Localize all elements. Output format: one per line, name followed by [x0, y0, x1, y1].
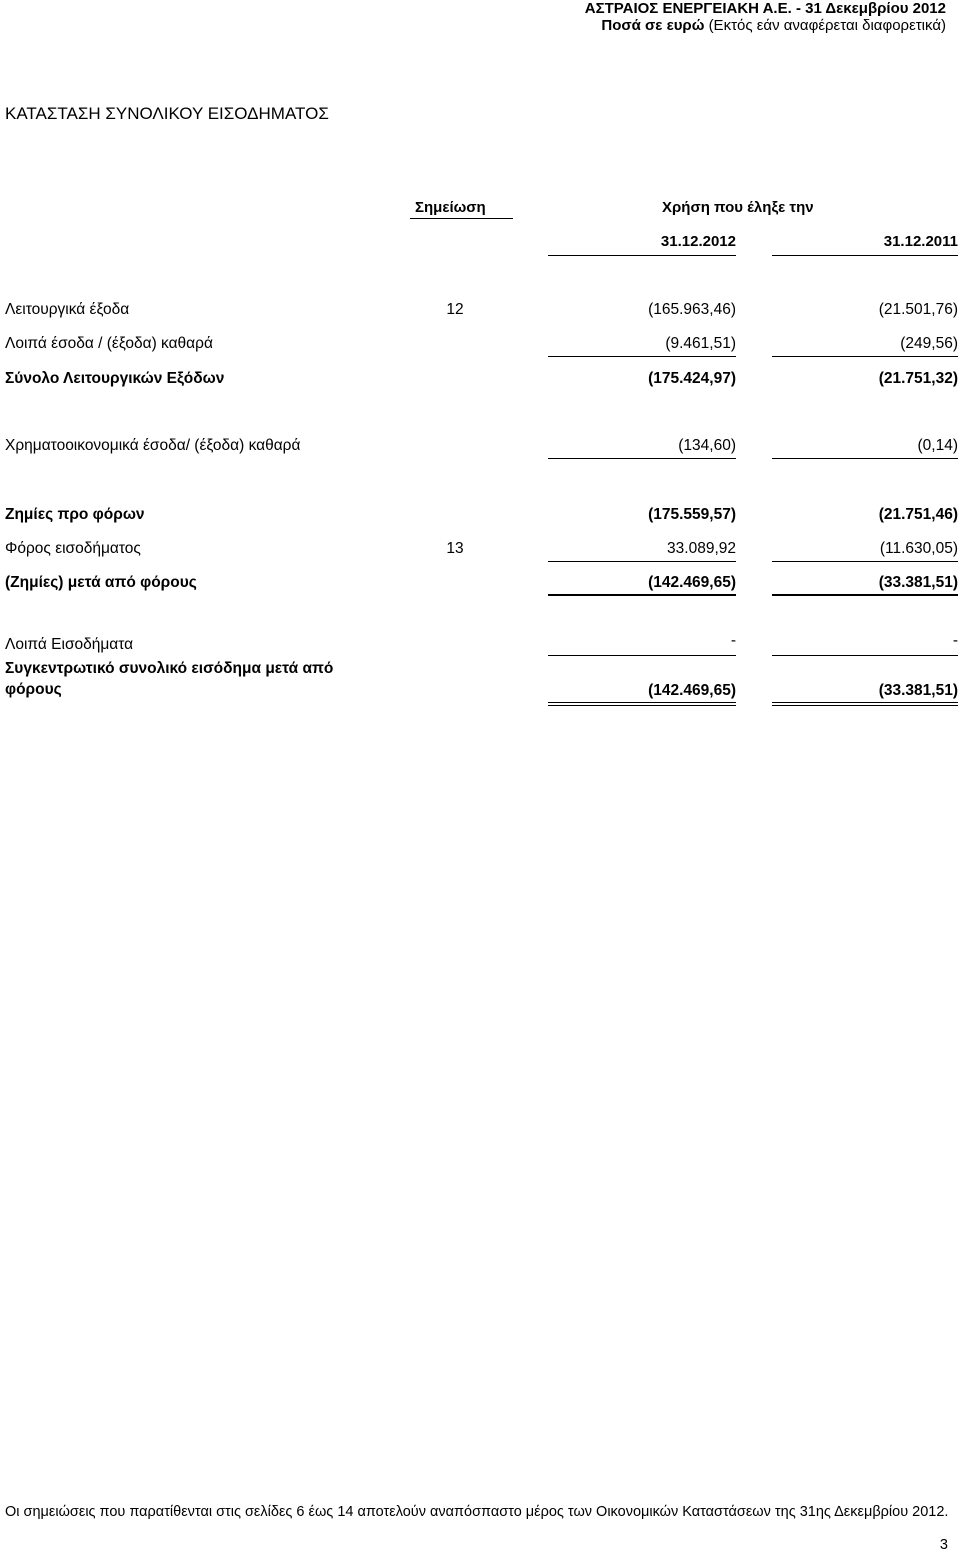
row-label-other-comprehensive-income: Λοιπά Εισοδήματα [5, 636, 134, 653]
total-double-underline-2012 [548, 702, 736, 706]
col-2011-header-underline [772, 255, 958, 256]
row-value-2012: (134,60) [678, 437, 736, 454]
subtotal-underline-2012 [548, 356, 736, 357]
row-value-2012: (175.424,97) [648, 370, 736, 387]
row-note-income-tax: 13 [446, 540, 464, 557]
col-2012-header-underline [548, 255, 736, 256]
after-tax-underline-2011 [772, 594, 958, 596]
row-value-2011: (249,56) [900, 335, 958, 352]
row-label-loss-before-tax: Ζημίες προ φόρων [5, 506, 145, 523]
oci-underline-2012 [548, 655, 736, 656]
row-value-2011: (33.381,51) [878, 574, 958, 591]
note-header-underline [410, 218, 513, 219]
oci-underline-2011 [772, 655, 958, 656]
page-number: 3 [939, 1537, 948, 1553]
row-value-2011: (33.381,51) [878, 682, 958, 699]
col-2011-header: 31.12.2011 [883, 233, 958, 250]
row-value-2012: (142.469,65) [648, 574, 736, 591]
row-value-2012: - [730, 632, 736, 649]
row-note-operating-expenses: 12 [446, 301, 464, 318]
row-label-total-comprehensive-income-line1: Συγκεντρωτικό συνολικό εισόδημα μετά από [5, 660, 334, 677]
tax-underline-2012 [548, 561, 736, 562]
tax-underline-2011 [772, 561, 958, 562]
company-header: ΑΣΤΡΑΙΟΣ ΕΝΕΡΓΕΙΑΚΗ Α.Ε. - 31 Δεκεμβρίου 2012 [584, 0, 946, 17]
row-value-2012: (165.963,46) [648, 301, 736, 318]
subtotal-underline-2011 [772, 356, 958, 357]
row-value-2012: (142.469,65) [648, 682, 736, 699]
currency-label: Ποσά σε ευρώ [601, 17, 705, 34]
period-column-header: Χρήση που έληξε την [662, 199, 814, 216]
row-value-2011: (0,14) [917, 437, 958, 454]
row-value-2011: - [952, 632, 958, 649]
currency-note: (Εκτός εάν αναφέρεται διαφορετικά) [708, 17, 946, 34]
row-value-2011: (21.751,32) [878, 370, 958, 387]
currency-header [601, 17, 946, 34]
row-label-other-income: Λοιπά έσοδα / (έξοδα) καθαρά [5, 335, 213, 352]
finance-underline-2011 [772, 458, 958, 459]
row-value-2012: (9.461,51) [665, 335, 736, 352]
row-label-total-comprehensive-income-line2: φόρους [5, 681, 62, 698]
finance-underline-2012 [548, 458, 736, 459]
row-label-loss-after-tax: (Ζημίες) μετά από φόρους [5, 574, 197, 591]
footer-note: Οι σημειώσεις που παρατίθενται στις σελίδες 6 έως 14 αποτελούν αναπόσπαστο μέρος των Οικονομικών Καταστάσεων της 31ης Δεκεμβρίου 2012. [5, 1504, 949, 1520]
statement-title: ΚΑΤΑΣΤΑΣΗ ΣΥΝΟΛΙΚΟΥ ΕΙΣΟΔΗΜΑΤΟΣ [5, 104, 329, 123]
col-2012-header: 31.12.2012 [660, 233, 736, 250]
row-label-finance-income: Χρηματοοικονομικά έσοδα/ (έξοδα) καθαρά [5, 437, 301, 454]
note-column-header: Σημείωση [415, 199, 486, 216]
row-value-2011: (21.501,76) [878, 301, 958, 318]
row-value-2012: (175.559,57) [648, 506, 736, 523]
after-tax-underline-2012 [548, 594, 736, 596]
row-value-2011: (11.630,05) [879, 540, 958, 557]
row-value-2011: (21.751,46) [878, 506, 958, 523]
row-label-total-operating-expenses: Σύνολο Λειτουργικών Εξόδων [5, 370, 225, 387]
row-label-income-tax: Φόρος εισοδήματος [5, 540, 141, 557]
row-value-2012: 33.089,92 [667, 540, 736, 557]
total-double-underline-2011 [772, 702, 958, 706]
row-label-operating-expenses: Λειτουργικά έξοδα [5, 301, 130, 318]
